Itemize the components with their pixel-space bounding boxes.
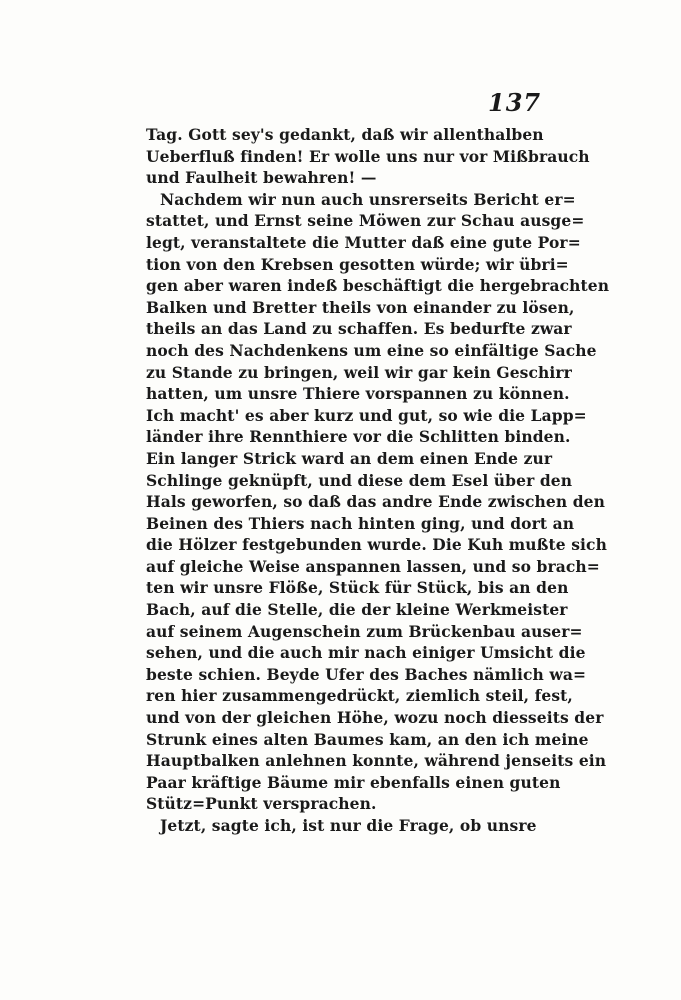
text-line: Bach, auf die Stelle, die der kleine Werkmeister [146, 600, 568, 620]
body-text [146, 124, 610, 837]
text-line: Beinen des Thiers nach hinten ging, und dort an [146, 513, 575, 533]
text-line: Ein langer Strick ward an dem einen Ende zur [146, 448, 553, 468]
text-line: Ueberfluß finden! Er wolle uns nur vor Mißbrauch [146, 146, 590, 166]
text-line: auf gleiche Weise anspannen lassen, und so brach= [146, 556, 600, 576]
text-line: die Hölzer festgebunden wurde. Die Kuh mußte sich [146, 535, 607, 555]
text-line: legt, veranstaltete die Mutter daß eine gute Por= [146, 232, 581, 252]
text-line: Ich macht' es aber kurz und gut, so wie die Lapp= [146, 405, 587, 425]
text-line: Nachdem wir nun auch unsrerseits Bericht er= [160, 189, 576, 209]
text-line: Balken und Bretter theils von einander zu lösen, [146, 297, 575, 317]
text-line: auf seinem Augenschein zum Brückenbau auser= [146, 621, 583, 641]
text-line: Strunk eines alten Baumes kam, an den ich meine [146, 729, 589, 749]
text-line: hatten, um unsre Thiere vorspannen zu können. [146, 384, 570, 404]
text-line: zu Stande zu bringen, weil wir gar kein Geschirr [146, 362, 572, 382]
text-line: länder ihre Rennthiere vor die Schlitten binden. [146, 427, 571, 447]
text-line: Paar kräftige Bäume mir ebenfalls einen guten [146, 772, 561, 792]
text-line: beste schien. Beyde Ufer des Baches nämlich wa= [146, 664, 587, 684]
page-number: 137 [488, 88, 542, 117]
text-line: und Faulheit bewahren! — [146, 168, 377, 188]
text-line: tion von den Krebsen gesotten würde; wir übri= [146, 254, 569, 274]
text-line: gen aber waren indeß beschäftigt die hergebrachten [146, 276, 610, 296]
text-line: theils an das Land zu schaffen. Es bedurfte zwar [146, 319, 572, 339]
text-line: Tag. Gott sey's gedankt, daß wir allenthalben [146, 125, 544, 144]
text-line: und von der gleichen Höhe, wozu noch diesseits der [146, 708, 604, 728]
text-line: Hauptbalken anlehnen konnte, während jenseits ein [146, 751, 607, 771]
text-line: Stütz=Punkt versprachen. [146, 794, 377, 814]
text-line: sehen, und die auch mir nach einiger Umsicht die [146, 643, 586, 663]
text-line: noch des Nachdenkens um eine so einfältige Sache [146, 340, 597, 360]
text-line: stattet, und Ernst seine Möwen zur Schau ausge= [146, 211, 585, 231]
text-line: Schlinge geknüpft, und diese dem Esel über den [146, 470, 573, 490]
text-line: Hals geworfen, so daß das andre Ende zwischen den [146, 492, 605, 512]
text-line: ren hier zusammengedrückt, ziemlich steil, fest, [146, 686, 573, 706]
text-line: ten wir unsre Flöße, Stück für Stück, bis an den [146, 578, 569, 598]
text-line: Jetzt, sagte ich, ist nur die Frage, ob unsre [160, 816, 537, 835]
